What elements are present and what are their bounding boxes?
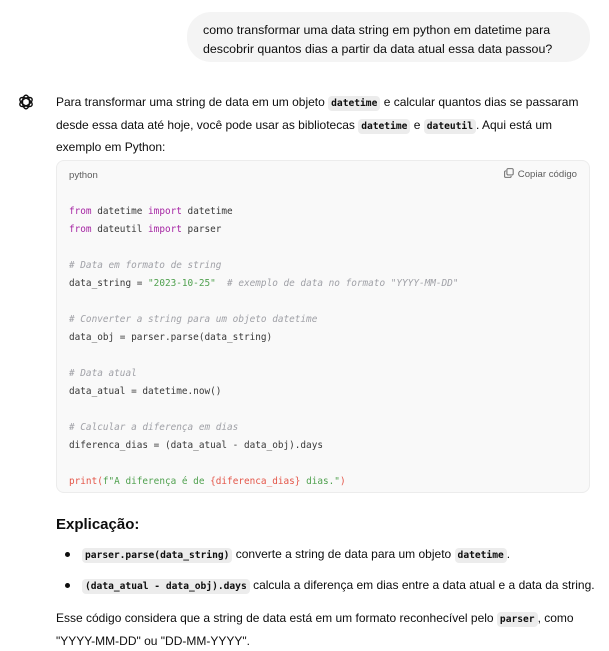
list-item: (data_atual - data_obj).days calcula a diferença em dias entre a data atual e a data da string. [56, 575, 596, 597]
inline-code-datetime: datetime [328, 96, 380, 111]
copy-icon [504, 168, 514, 181]
closing-paragraph: Esse código considera que a string de data está em um formato reconhecível pelo parser , como "YYYY-MM-DD" ou "DD-MM-YYYY". [56, 611, 574, 648]
inline-code-parser: parser [497, 612, 538, 627]
intro-paragraph: Para transformar uma string de data em um objeto datetime e calcular quantos dias se passaram desde essa data até hoje, você pode usar as bibliotecas datetime e dateutil . Aqui está um exemplo em Python: [56, 95, 579, 154]
code-language-label: python [69, 170, 98, 181]
code-content: from datetime import datetime from dateutil import parser # Data em formato de string data_string = "2023-10-25" # exemplo de data no formato "YYYY-MM-DD" # Converter a string para um objeto datetime data_obj = parser.parse(data_string) # Data atual data_atual = datetime.now() # Calcular a diferença em dias diferenca_dias = (data_atual - data_obj).days print(f"A diferença é de {diferenca_dias} dias.") [69, 206, 459, 487]
openai-logo-icon [16, 92, 36, 112]
user-message-text: como transformar uma data string em python em datetime para descobrir quantos dias a partir da data atual essa data passou? [203, 23, 553, 56]
assistant-message [56, 92, 595, 648]
explanation-heading: Explicação: [56, 516, 140, 533]
copy-code-label: Copiar código [517, 169, 577, 180]
inline-code-dateutil: dateutil [424, 119, 476, 134]
inline-code-datetime: datetime [358, 119, 410, 134]
copy-code-button[interactable] [504, 168, 577, 181]
user-message-bubble [187, 12, 590, 62]
list-item: parser.parse(data_string) converte a string de data para um objeto datetime . [56, 544, 596, 566]
code-block [56, 160, 590, 493]
explanation-list [56, 544, 596, 606]
